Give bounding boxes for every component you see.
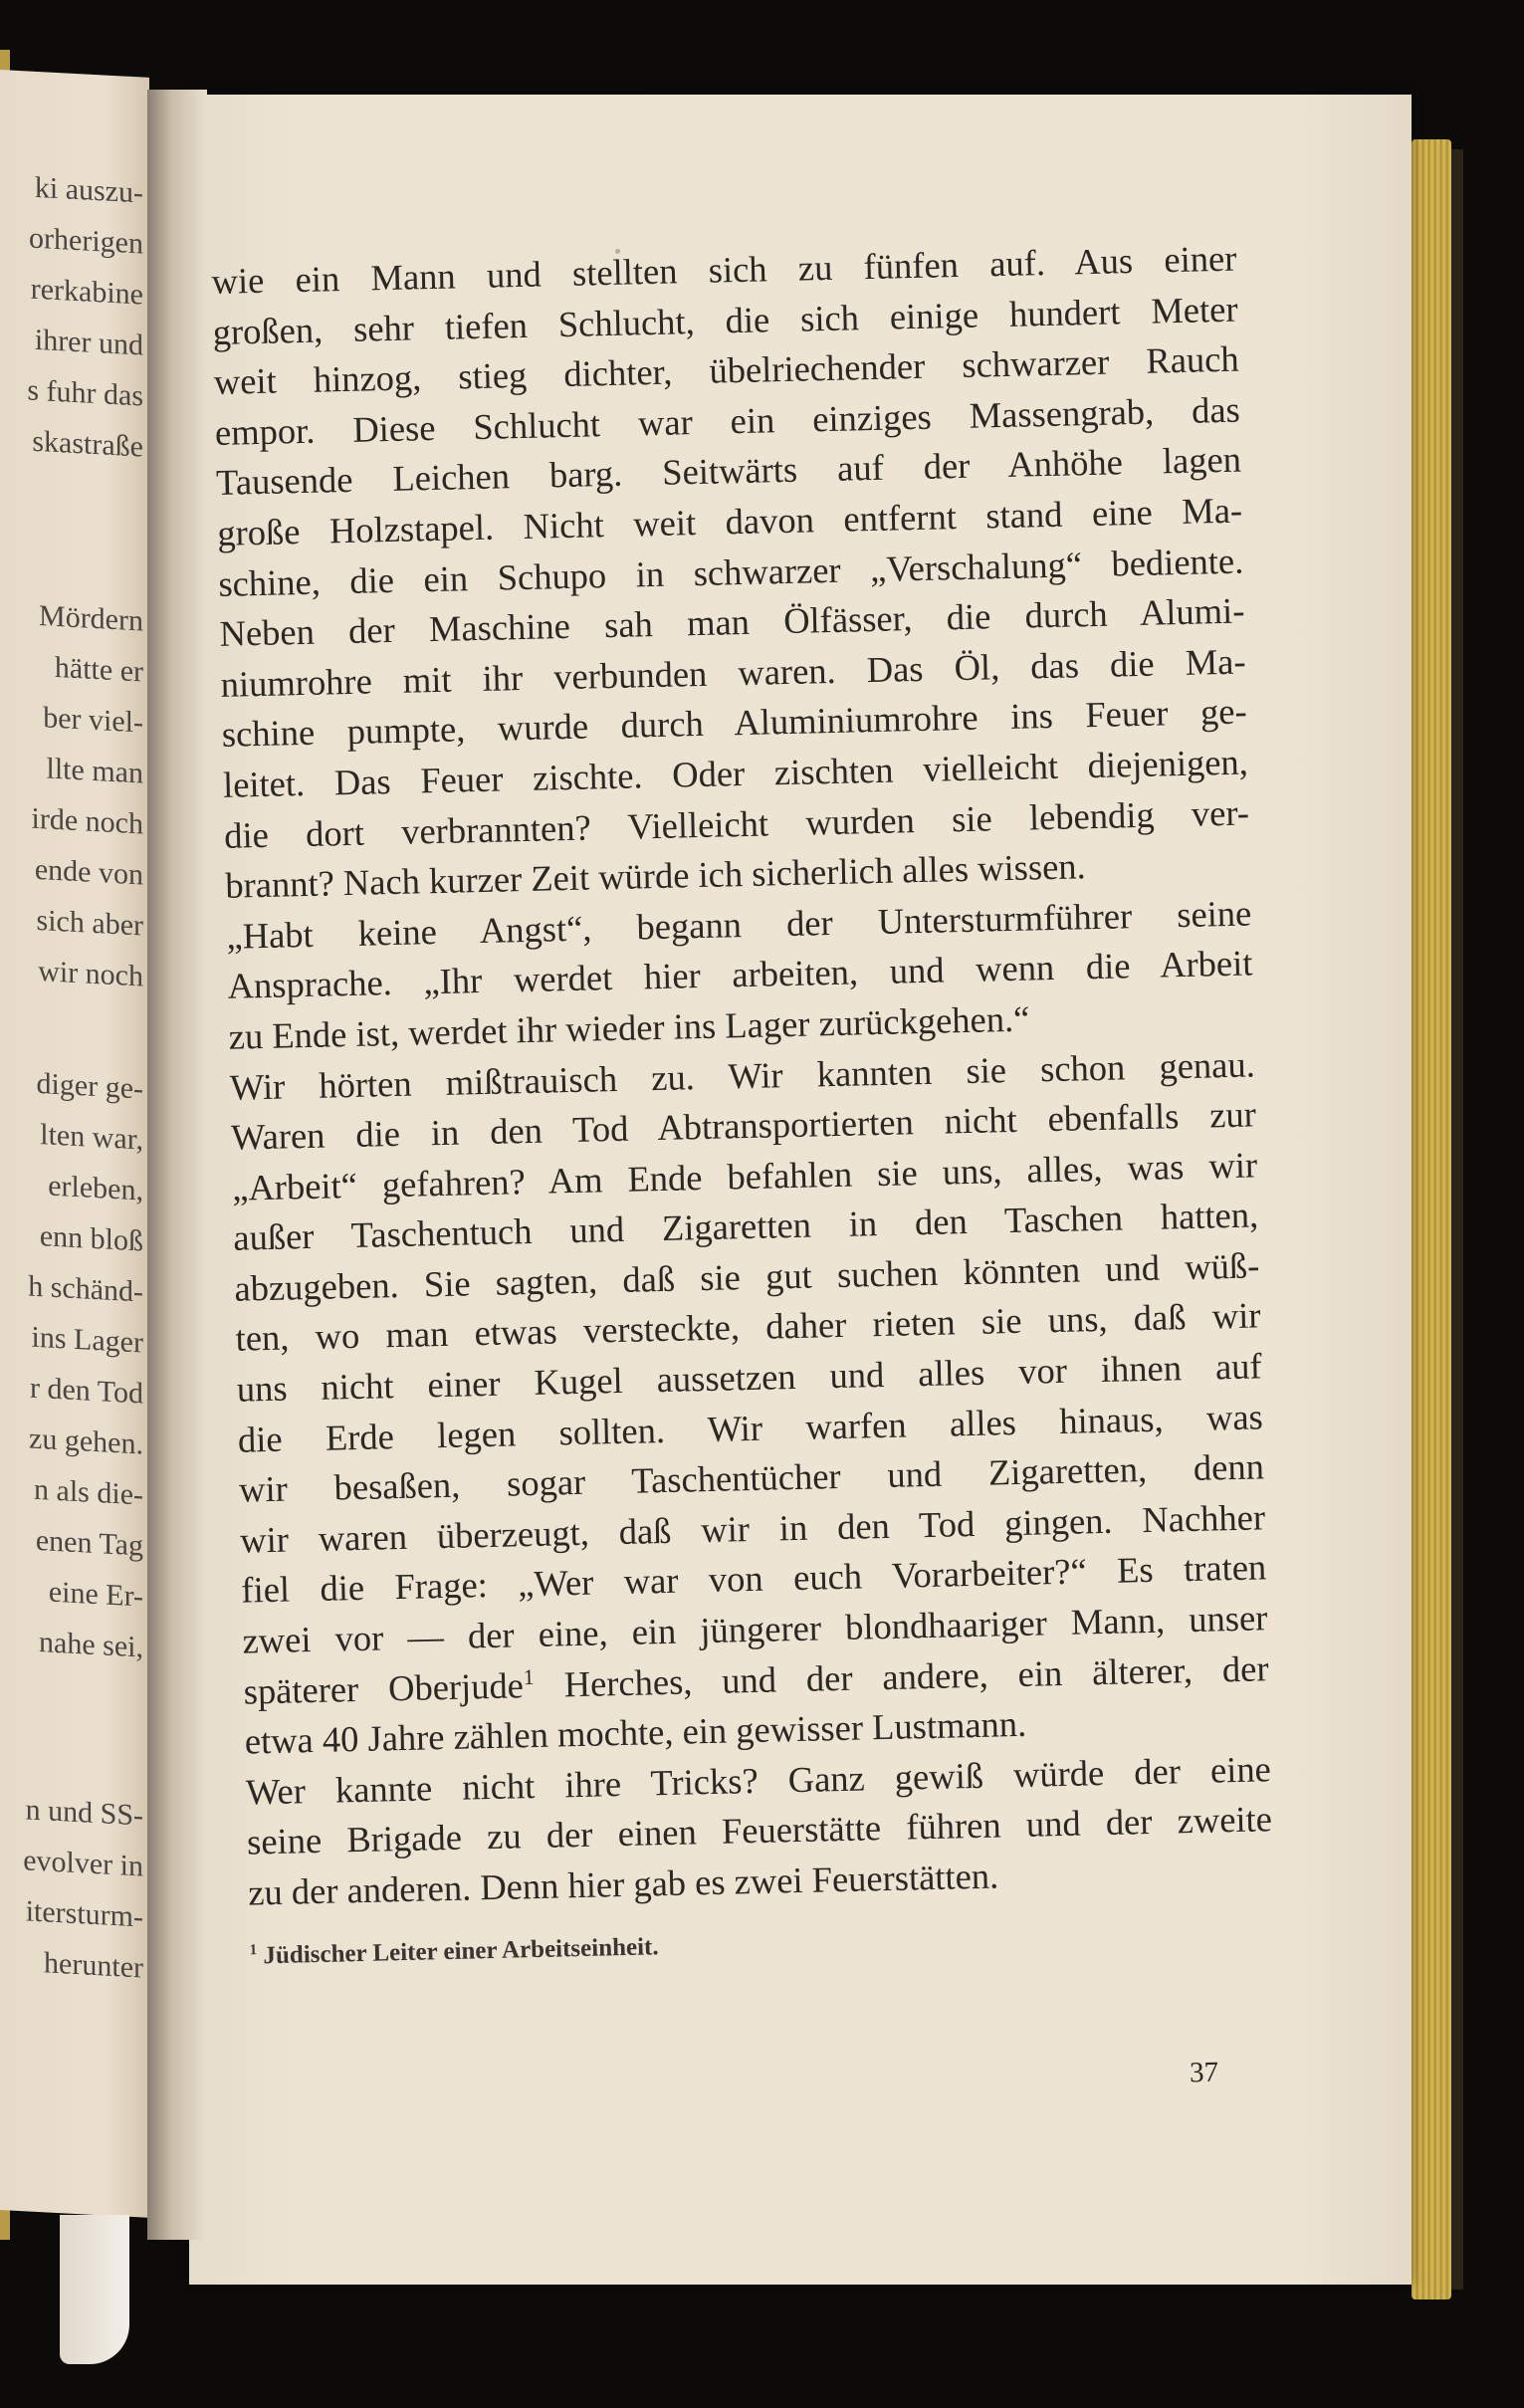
left-page-text-fragment: rerkabine	[30, 272, 143, 312]
text-line: wir besaßen, sogar Taschentücher und Zigaretten, denn	[238, 1445, 1265, 1510]
left-facing-page	[0, 70, 149, 2218]
text-line: etwa 40 Jahre zählen mochte, ein gewisser Lustmann.	[244, 1703, 1027, 1762]
body-text	[211, 234, 1275, 1975]
left-page-text-fragment: evolver in	[23, 1844, 143, 1883]
left-page-text-fragment: n als die-	[34, 1472, 143, 1512]
left-page-text-fragment: ki auszu-	[34, 170, 143, 210]
left-page-text-fragment: enen Tag	[35, 1523, 143, 1563]
text-line: empor. Diese Schlucht war ein einziges Massengrab, das	[214, 388, 1241, 453]
left-page-text-fragment: r den Tod	[30, 1371, 143, 1411]
text-line: „Habt keine Angst“, begann der Untersturmführer seine	[226, 892, 1252, 957]
text-line: schine, die ein Schupo in schwarzer „Verschalung“ bediente.	[217, 540, 1244, 604]
text-line: niumrohre mit ihr verbunden waren. Das Öl, das die Ma-	[220, 640, 1246, 705]
left-page-text-fragment: irde noch	[31, 801, 143, 841]
text-fragment: späterer Oberjude	[243, 1663, 525, 1712]
left-page-text-fragment: ende von	[34, 852, 143, 892]
gilded-page-edge	[1412, 139, 1451, 2299]
left-page-text-fragment: skastraße	[32, 424, 143, 464]
left-page-text-fragment: s fuhr das	[27, 373, 143, 413]
left-page-text-fragment: ins Lager	[31, 1320, 143, 1360]
footnote-marker: 1	[249, 1941, 258, 1958]
book-cover-edge	[1451, 149, 1463, 2290]
text-line: Wir hörten mißtrauisch zu. Wir kannten sie schon genau.	[229, 1042, 1256, 1108]
text-line: große Holzstapel. Nicht weit davon entfernt stand eine Ma-	[216, 489, 1243, 553]
left-page-text-fragment: orherigen	[29, 221, 143, 261]
text-fragment: Herches, und der andere, ein älterer, der	[534, 1646, 1269, 1705]
left-page-text-fragment: eine Er-	[48, 1575, 143, 1614]
book-gutter	[147, 90, 207, 2240]
left-page-text-fragment: erleben,	[48, 1169, 143, 1207]
text-line: „Arbeit“ gefahren? Am Ende befahlen sie uns, alles, was wir	[231, 1144, 1258, 1208]
text-line: wie ein Mann und stellten sich zu fünfen auf. Aus einer	[211, 237, 1237, 302]
page-corner	[60, 2215, 129, 2364]
left-page-text-fragment: Mördern	[39, 599, 143, 638]
text-line: fiel die Frage: „Wer war von euch Vorarbeiter?“ Es traten	[240, 1546, 1267, 1612]
left-page-text-fragment: ber viel-	[43, 701, 143, 740]
text-line: Tausende Leichen barg. Seitwärts auf der Anhöhe lagen	[215, 438, 1242, 504]
text-line: schine pumpte, wurde durch Aluminiumrohre ins Feuer ge-	[221, 690, 1248, 756]
text-line: wir waren überzeugt, daß wir in den Tod gingen. Nachher	[239, 1496, 1266, 1561]
left-page-text-fragment: enn bloß	[39, 1219, 143, 1258]
left-page-text-fragment: zu gehen.	[29, 1422, 143, 1461]
text-line: Neben der Maschine sah man Ölfässer, die durch Alumi-	[219, 589, 1245, 655]
text-line: seine Brigade zu der einen Feuerstätte führen und der zweite	[246, 1798, 1273, 1862]
left-page-text-fragment: n und SS-	[25, 1793, 143, 1833]
left-page-text-fragment: llte man	[46, 752, 143, 790]
text-line: ten, wo man etwas versteckte, daher rieten sie uns, daß wir	[235, 1294, 1261, 1360]
left-page-text-fragment: ihrer und	[34, 323, 143, 362]
text-line: Waren die in den Tod Abtransportierten nicht ebenfalls zur	[230, 1093, 1257, 1158]
text-line: leitet. Das Feuer zischte. Oder zischten vielleicht diejenigen,	[222, 741, 1249, 805]
left-page-text-fragment: wir noch	[38, 955, 143, 993]
left-page-text-fragment: herunter	[44, 1946, 143, 1985]
left-page-text-fragment: sich aber	[36, 903, 143, 943]
footnote-text: Jüdischer Leiter einer Arbeitseinheit.	[256, 1932, 659, 1969]
text-line: uns nicht einer Kugel aussetzen und alles vor ihnen auf	[236, 1345, 1263, 1410]
left-page-text-fragment: itersturm-	[25, 1894, 143, 1934]
left-page-text-fragment: diger ge-	[36, 1066, 143, 1106]
text-line: brannt? Nach kurzer Zeit würde ich sicherlich alles wissen.	[224, 845, 1087, 906]
text-line: zwei vor — der eine, ein jüngerer blondhaariger Mann, unser	[242, 1597, 1268, 1661]
text-line: zu der anderen. Denn hier gab es zwei Feuerstätten.	[247, 1855, 999, 1913]
text-line: weit hinzog, stieg dichter, übelriechender schwarzer Rauch	[213, 337, 1240, 403]
footnote-reference: 1	[523, 1663, 535, 1689]
text-line: außer Taschentuch und Zigaretten in den Taschen hatten,	[232, 1194, 1259, 1259]
text-line: großen, sehr tiefen Schlucht, die sich einige hundert Meter	[212, 288, 1238, 352]
text-line: die dort verbrannten? Vielleicht wurden sie lebendig ver-	[223, 791, 1250, 856]
text-line: zu Ende ist, werdet ihr wieder ins Lager zurückgehen.“	[228, 997, 1030, 1057]
left-page-text-fragment: h schänd-	[28, 1269, 143, 1309]
text-line: die Erde legen sollten. Wir warfen alles hinaus, was	[237, 1395, 1264, 1460]
left-page-text-fragment: hätte er	[54, 650, 143, 689]
text-line: Ansprache. „Ihr werdet hier arbeiten, und wenn die Arbeit	[227, 942, 1253, 1007]
page-number: 37	[1189, 2056, 1219, 2089]
text-line: abzugeben. Sie sagten, daß sie gut suchen könnten und wüß-	[234, 1244, 1260, 1309]
left-page-text-fragment: nahe sei,	[39, 1626, 143, 1664]
text-line: Wer kannte nicht ihre Tricks? Ganz gewiß würde der eine	[245, 1748, 1272, 1813]
left-page-text-fragment: lten war,	[40, 1118, 143, 1157]
